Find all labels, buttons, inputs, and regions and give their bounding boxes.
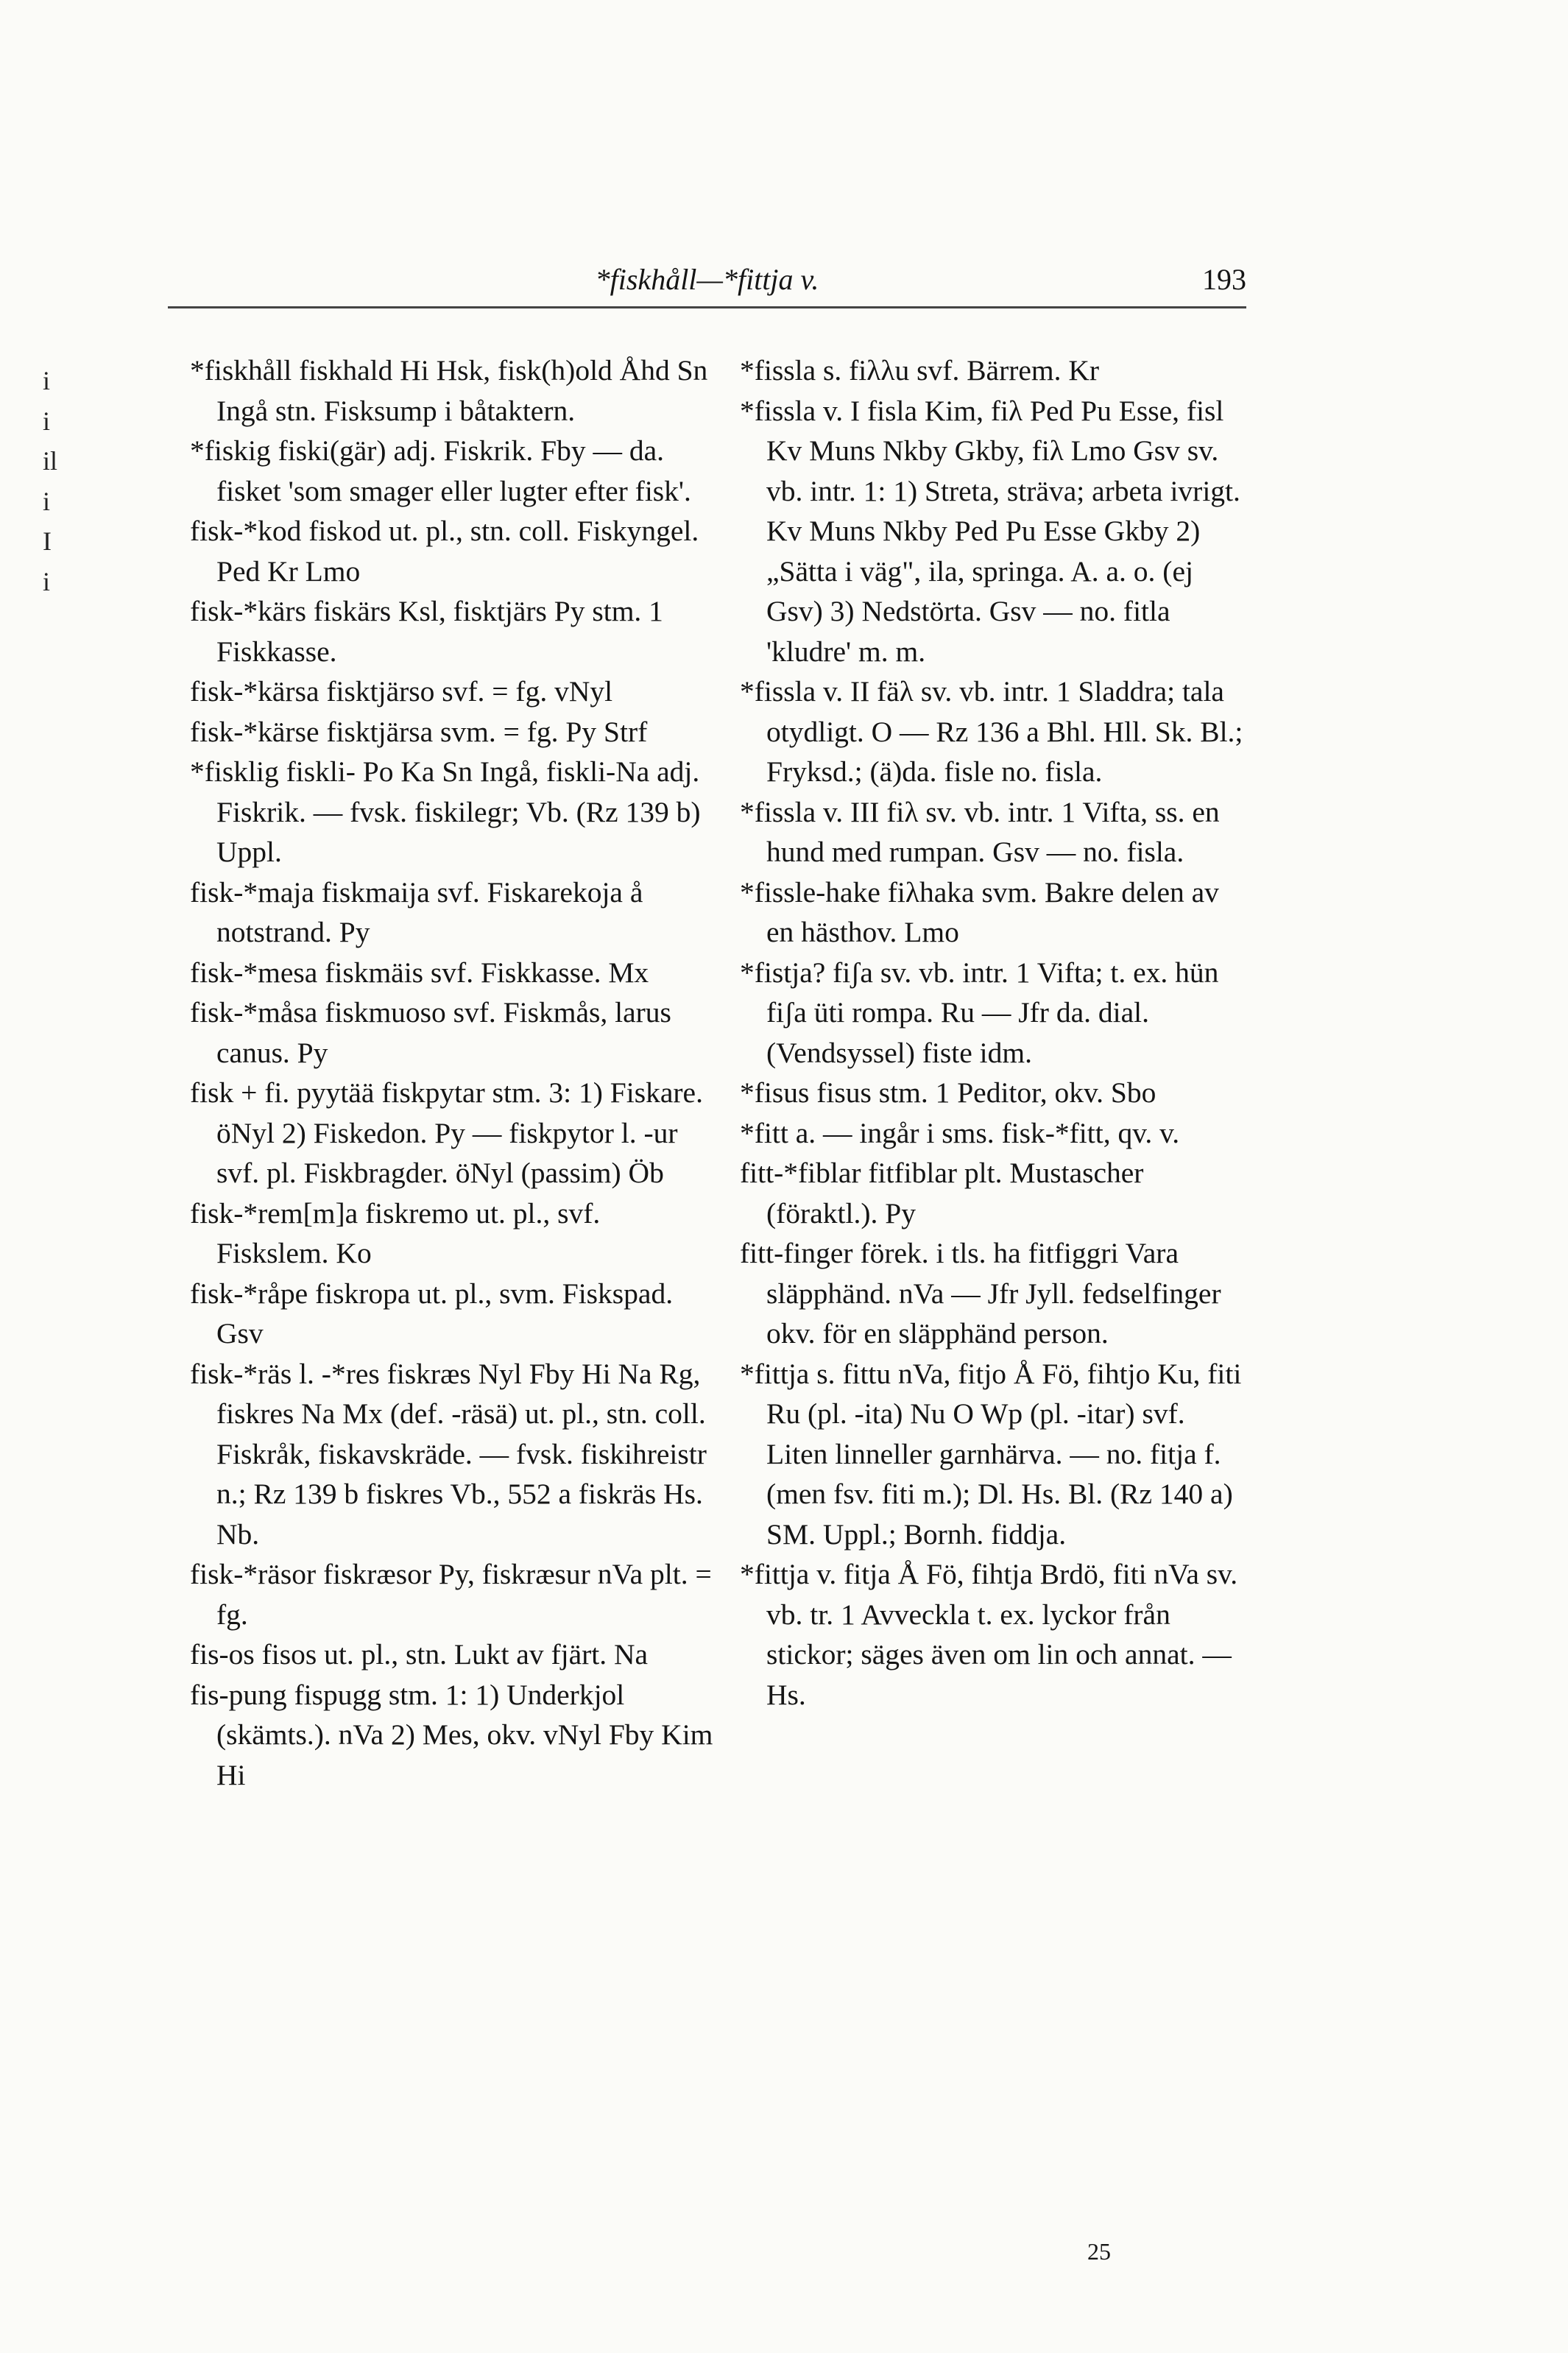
- margin-mark: i: [43, 486, 51, 516]
- signature-mark: 25: [1087, 2238, 1111, 2265]
- dictionary-entry: *fistja? fiʃa sv. vb. intr. 1 Vifta; t. ex. hün fiʃa üti rompa. Ru — Jfr da. dial. (Vendsyssel) fiste idm.: [740, 956, 1226, 1069]
- dictionary-entry: fitt-*fiblar fitfiblar plt. Mustascher (föraktl.). Py: [740, 1157, 1151, 1230]
- dictionary-entry: fitt-finger förek. i tls. ha fitfiggri Vara släpphänd. nVa — Jfr Jyll. fedselfinger okv. för en släpphänd person.: [740, 1237, 1229, 1350]
- right-column: [740, 350, 1251, 1715]
- dictionary-entry: *fittja v. fitja Å Fö, fihtja Brdö, fiti nVa sv. vb. tr. 1 Avveckla t. ex. lyckor från stickor; säges även om lin och annat. — Hs.: [740, 1558, 1246, 1711]
- dictionary-entry: *fissla s. fiλλu svf. Bärrem. Kr: [740, 354, 1100, 387]
- dictionary-entry: fisk-*kod fiskod ut. pl., stn. coll. Fiskyngel. Ped Kr Lmo: [190, 515, 707, 588]
- dictionary-entry: fisk-*måsa fiskmuoso svf. Fiskmås, larus canus. Py: [190, 996, 679, 1069]
- dictionary-entry: fisk-*räs l. -*res fiskræs Nyl Fby Hi Na Rg, fiskres Na Mx (def. -räsä) ut. pl., stn. coll. Fiskråk, fiskavskräde. — fvsk. fiskihreistr n.; Rz 139 b fiskres Vb., 552 a fiskräs Hs. Nb.: [190, 1357, 714, 1551]
- dictionary-entry: fisk-*maja fiskmaija svf. Fiskarekoja å notstrand. Py: [190, 875, 651, 948]
- running-header: [168, 262, 1246, 306]
- margin-marks: [43, 361, 65, 602]
- dictionary-entry: *fissla v. I fisla Kim, fiλ Ped Pu Esse, fisl Kv Muns Nkby Gkby, fiλ Lmo Gsv sv. vb. intr. 1: 1) Streta, sträva; arbeta ivrigt. Kv Muns Nkby Ped Pu Esse Gkby 2) „Sätta i väg", ila, springa. A. a. o. (ej Gsv) 3) Nedstörta. Gsv — no. fitla 'kludre' m. m.: [740, 394, 1248, 668]
- dictionary-entry: fisk-*råpe fiskropa ut. pl., svm. Fiskspad. Gsv: [190, 1277, 680, 1350]
- dictionary-entry: fisk-*kärsa fisktjärso svf. = fg. vNyl: [190, 675, 613, 708]
- dictionary-entry: *fiskhåll fiskhald Hi Hsk, fisk(h)old Åhd Sn Ingå stn. Fisksump i båtaktern.: [190, 354, 716, 427]
- margin-mark: i: [43, 406, 51, 436]
- dictionary-entry: fisk-*kärse fisktjärsa svm. = fg. Py Strf: [190, 715, 648, 748]
- margin-mark: i: [43, 366, 51, 395]
- margin-mark: I: [43, 526, 52, 556]
- dictionary-entry: fis-os fisos ut. pl., stn. Lukt av fjärt. Na: [190, 1638, 649, 1671]
- dictionary-entry: *fissle-hake fiλhaka svm. Bakre delen av en hästhov. Lmo: [740, 875, 1226, 948]
- left-column: [190, 350, 721, 1795]
- dictionary-entry: fisk + fi. pyytää fiskpytar stm. 3: 1) Fiskare. öNyl 2) Fiskedon. Py — fiskpytor l. -ur svf. pl. Fiskbragder. öNyl (passim) Öb: [190, 1076, 710, 1189]
- dictionary-entry: *fittja s. fittu nVa, fitjo Å Fö, fihtjo Ku, fiti Ru (pl. -ita) Nu O Wp (pl. -itar) svf. Liten linneller garnhärva. — no. fitja f. (men fsv. fiti m.); Dl. Hs. Bl. (Rz 140 a) SM. Uppl.; Bornh. fiddja.: [740, 1357, 1249, 1551]
- dictionary-entry: fis-pung fispugg stm. 1: 1) Underkjol (skämts.). nVa 2) Mes, okv. vNyl Fby Kim Hi: [190, 1678, 721, 1791]
- dictionary-entry: *fiskig fiski(gär) adj. Fiskrik. Fby — da. fisket 'som smager eller lugter efter fisk'.: [190, 434, 691, 507]
- dictionary-entry: fisk-*kärs fiskärs Ksl, fisktjärs Py stm. 1 Fiskkasse.: [190, 595, 671, 668]
- header-rule: [168, 306, 1246, 308]
- dictionary-entry: fisk-*rem[m]a fiskremo ut. pl., svf. Fiskslem. Ko: [190, 1196, 608, 1269]
- page-number: 193: [1202, 263, 1246, 296]
- dictionary-entry: fisk-*räsor fiskræsor Py, fiskræsur nVa plt. = fg.: [190, 1558, 719, 1631]
- dictionary-entry: *fissla v. II fäλ sv. vb. intr. 1 Sladdra; tala otydligt. O — Rz 136 a Bhl. Hll. Sk. Bl.; Fryksd.; (ä)da. fisle no. fisla.: [740, 675, 1251, 788]
- dictionary-entry: *fisus fisus stm. 1 Peditor, okv. Sbo: [740, 1076, 1156, 1109]
- header-title: *fiskhåll—*fittja v.: [595, 263, 819, 296]
- margin-mark: i: [43, 566, 51, 596]
- dictionary-entry: *fitt a. — ingår i sms. fisk-*fitt, qv. v.: [740, 1116, 1180, 1149]
- margin-mark: il: [43, 446, 58, 476]
- dictionary-entry: *fissla v. III fiλ sv. vb. intr. 1 Vifta, ss. en hund med rumpan. Gsv — no. fisla.: [740, 795, 1227, 868]
- dictionary-entry: fisk-*mesa fiskmäis svf. Fiskkasse. Mx: [190, 956, 649, 989]
- dictionary-entry: *fisklig fiskli- Po Ka Sn Ingå, fiskli-Na adj. Fiskrik. — fvsk. fiskilegr; Vb. (Rz 139 b) Uppl.: [190, 755, 708, 868]
